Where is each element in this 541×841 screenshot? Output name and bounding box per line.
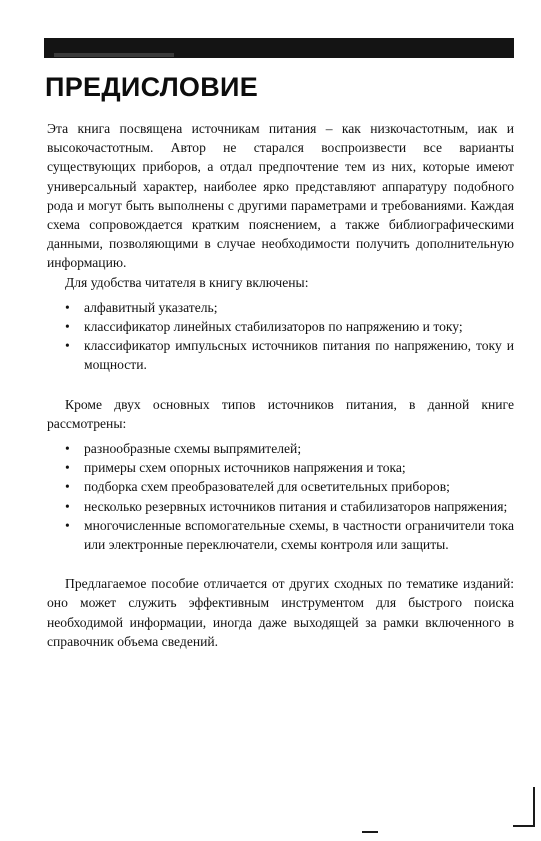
scan-mark (362, 831, 378, 833)
convenience-paragraph: Для удобства читателя в книгу включены: (65, 274, 309, 290)
included-list (47, 298, 514, 375)
list-item: • примеры схем опорных источников напряжения и тока; (47, 458, 514, 477)
list-item: • подборка схем преобразователей для осветительных приборов; (47, 477, 514, 496)
body-text (47, 119, 514, 651)
considered-list (47, 439, 514, 554)
list-item: • многочисленные вспомогательные схемы, в частности ограничители тока или электронные переключатели, схемы контроля или защиты. (47, 516, 514, 554)
list-item: • несколько резервных источников питания и стабилизаторов напряжения; (47, 497, 514, 516)
list-item: • классификатор импульсных источников питания по напряжению, току и мощности. (47, 336, 514, 374)
crop-mark (513, 825, 535, 827)
page-title: ПРЕДИСЛОВИЕ (45, 72, 259, 102)
besides-paragraph: Кроме двух основных типов источников питания, в данной книге рассмотрены: (47, 396, 514, 431)
header-bar (44, 38, 514, 58)
list-item: • алфавитный указатель; (47, 298, 514, 317)
closing-paragraph: Предлагаемое пособие отличается от других сходных по тематике изданий: оно может служить эффективным инструментом для быстрого поиска необходимой информации, иногда даже выходящей за рамки включенного в справочник объема сведений. (47, 576, 514, 649)
list-item: • разнообразные схемы выпрямителей; (47, 439, 514, 458)
intro-paragraph: Эта книга посвящена источникам питания – как низкочастотным, иак и высокочастотным. Автор не старался воспроизвести все варианты существующих приборов, а отдал предпочтение тем из них, которые имеют универсальный характер, наиболее ярко представляют аппаратуру подобного рода и могут быть выполнены с другими параметрами и требованиями. Каждая схема сопровождается кратким пояснением, а также библиографическими данными, позволяющими в случае необходимости получить дополнительную информацию. (47, 121, 514, 271)
crop-mark (533, 787, 535, 827)
list-item: • классификатор линейных стабилизаторов по напряжению и току; (47, 317, 514, 336)
